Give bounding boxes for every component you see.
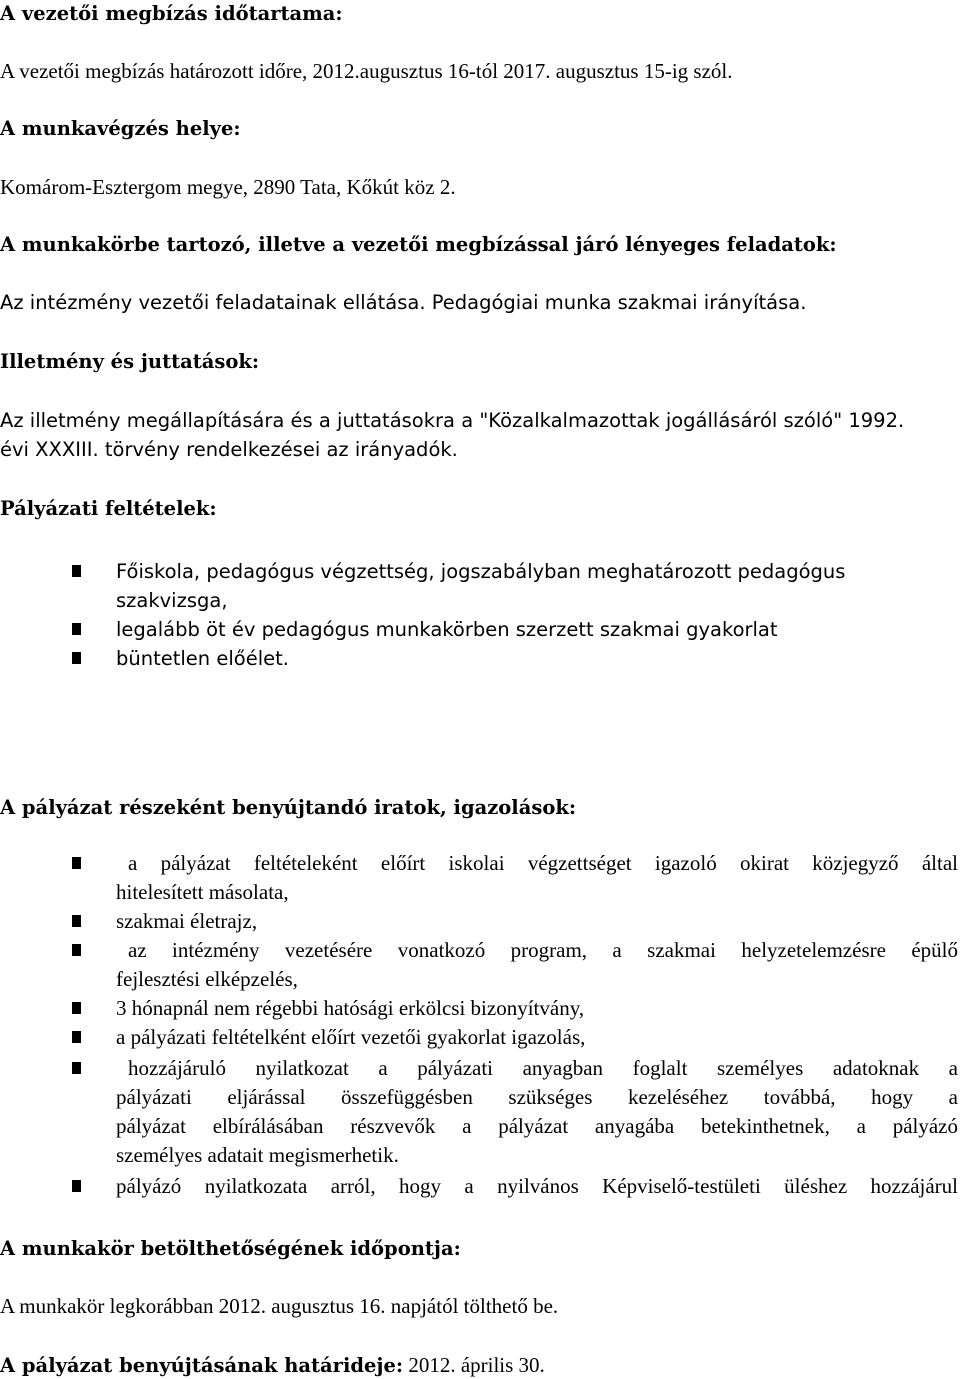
document-item-1-line1: a pályázat feltételeként előírt iskolai végzettséget igazoló okirat közjegyző által	[128, 851, 958, 875]
condition-item-1-line1: Főiskola, pedagógus végzettség, jogszabályban meghatározott pedagógus	[116, 560, 846, 583]
document-item-7: pályázó nyilatkozata arról, hogy a nyilvános Képviselő-testületi üléshez hozzájárul	[116, 1174, 958, 1198]
start-heading: A munkakör betölthetőségének időpontja:	[0, 1237, 461, 1260]
workplace-heading: A munkavégzés helye:	[0, 117, 241, 140]
bullet-icon	[72, 1031, 81, 1043]
conditions-heading: Pályázati feltételek:	[0, 497, 217, 520]
condition-item-3: büntetlen előélet.	[116, 647, 289, 670]
document-item-2: szakmai életrajz,	[116, 909, 258, 933]
duties-heading: A munkakörbe tartozó, illetve a vezetői megbízással járó lényeges feladatok:	[0, 233, 837, 256]
document-item-6-line1: hozzájáruló nyilatkozat a pályázati anyagban foglalt személyes adatoknak a	[128, 1056, 958, 1080]
deadline-label: A pályázat benyújtásának határideje:	[0, 1354, 404, 1377]
document-item-6-line2: pályázati eljárással összefüggésben szükséges kezeléséhez továbbá, hogy a	[116, 1085, 958, 1109]
document-item-3-line2: fejlesztési elképzelés,	[116, 967, 298, 991]
document-item-6-line4: személyes adatait megismerhetik.	[116, 1143, 399, 1167]
workplace-text: Komárom-Esztergom megye, 2890 Tata, Kőkút köz 2.	[0, 175, 456, 199]
bullet-icon	[72, 1002, 81, 1014]
salary-heading: Illetmény és juttatások:	[0, 350, 260, 373]
document-item-3-line1: az intézmény vezetésére vonatkozó program, a szakmai helyzetelemzésre épülő	[128, 938, 958, 962]
bullet-icon	[72, 565, 81, 577]
condition-item-1-line2: szakvizsga,	[116, 589, 228, 612]
document-item-1-line2: hitelesített másolata,	[116, 880, 289, 904]
deadline-line	[0, 1353, 545, 1378]
bullet-icon	[72, 944, 81, 956]
start-text: A munkakör legkorábban 2012. augusztus 16. napjától tölthető be.	[0, 1294, 559, 1318]
documents-heading: A pályázat részeként benyújtandó iratok, igazolások:	[0, 796, 577, 819]
document-item-6-line3: pályázat elbírálásában részvevők a pályázat anyagába betekinthetnek, a pályázó	[116, 1114, 958, 1138]
duration-text: A vezetői megbízás határozott időre, 2012.augusztus 16-tól 2017. augusztus 15-ig szól.	[0, 59, 733, 83]
document-item-4: 3 hónapnál nem régebbi hatósági erkölcsi bizonyítvány,	[116, 996, 585, 1020]
salary-line2: évi XXXIII. törvény rendelkezései az irányadók.	[0, 438, 458, 461]
bullet-icon	[72, 915, 81, 927]
bullet-icon	[72, 1062, 81, 1074]
salary-line1: Az illetmény megállapítására és a juttatásokra a "Közalkalmazottak jogállásáról szóló" 1992.	[0, 409, 905, 432]
bullet-icon	[72, 1180, 81, 1192]
document-item-5: a pályázati feltételként előírt vezetői gyakorlat igazolás,	[116, 1025, 586, 1049]
deadline-value: 2012. április 30.	[403, 1353, 545, 1377]
condition-item-2: legalább öt év pedagógus munkakörben szerzett szakmai gyakorlat	[116, 618, 778, 641]
duties-text: Az intézmény vezetői feladatainak ellátása. Pedagógiai munka szakmai irányítása.	[0, 291, 807, 314]
bullet-icon	[72, 857, 81, 869]
bullet-icon	[72, 623, 81, 635]
duration-heading: A vezetői megbízás időtartama:	[0, 2, 343, 25]
bullet-icon	[72, 652, 81, 664]
